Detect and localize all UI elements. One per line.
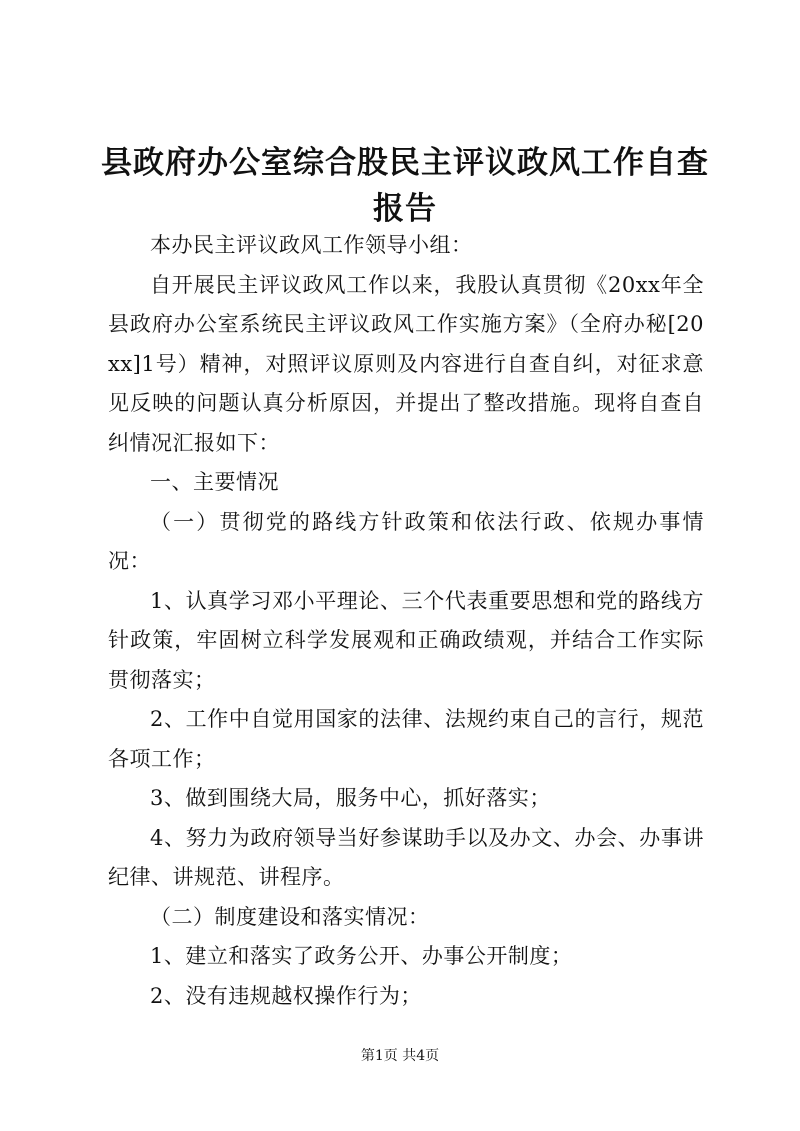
document-body [108, 226, 704, 1016]
list-item: 2、工作中自觉用国家的法律、法规约束自己的言行，规范各项工作； [108, 707, 704, 771]
subsection-heading-policy: （一）贯彻党的路线方针政策和依法行政、依规办事情况： [108, 509, 704, 573]
document-title: 县政府办公室综合股民主评议政风工作自查报告 [101, 145, 709, 227]
list-item: 1、认真学习邓小平理论、三个代表重要思想和党的路线方针政策，牢固树立科学发展观和正确政绩观，并结合工作实际贯彻落实； [108, 588, 704, 692]
page-number-footer: 第1页 共4页 [360, 1048, 440, 1064]
salutation-paragraph: 本办民主评议政风工作领导小组： [150, 233, 473, 257]
intro-paragraph: 自开展民主评议政风工作以来，我股认真贯彻《20xx年全县政府办公室系统民主评议政风工作实施方案》（全府办秘[20xx]1号）精神，对照评议原则及内容进行自查自纠，对征求意见反映的问题认真分析原因，并提出了整改措施。现将自查自纠情况汇报如下： [108, 272, 704, 455]
subsection-heading-system: （二）制度建设和落实情况： [150, 904, 430, 929]
list-item: 2、没有违规越权操作行为； [150, 983, 422, 1008]
section-heading-main: 一、主要情况 [150, 470, 279, 494]
list-item: 4、努力为政府领导当好参谋助手以及办文、办会、办事讲纪律、讲规范、讲程序。 [108, 825, 704, 889]
list-item: 1、建立和落实了政务公开、办事公开制度； [150, 944, 573, 968]
list-item: 3、做到围绕大局，服务中心，抓好落实； [150, 786, 551, 810]
